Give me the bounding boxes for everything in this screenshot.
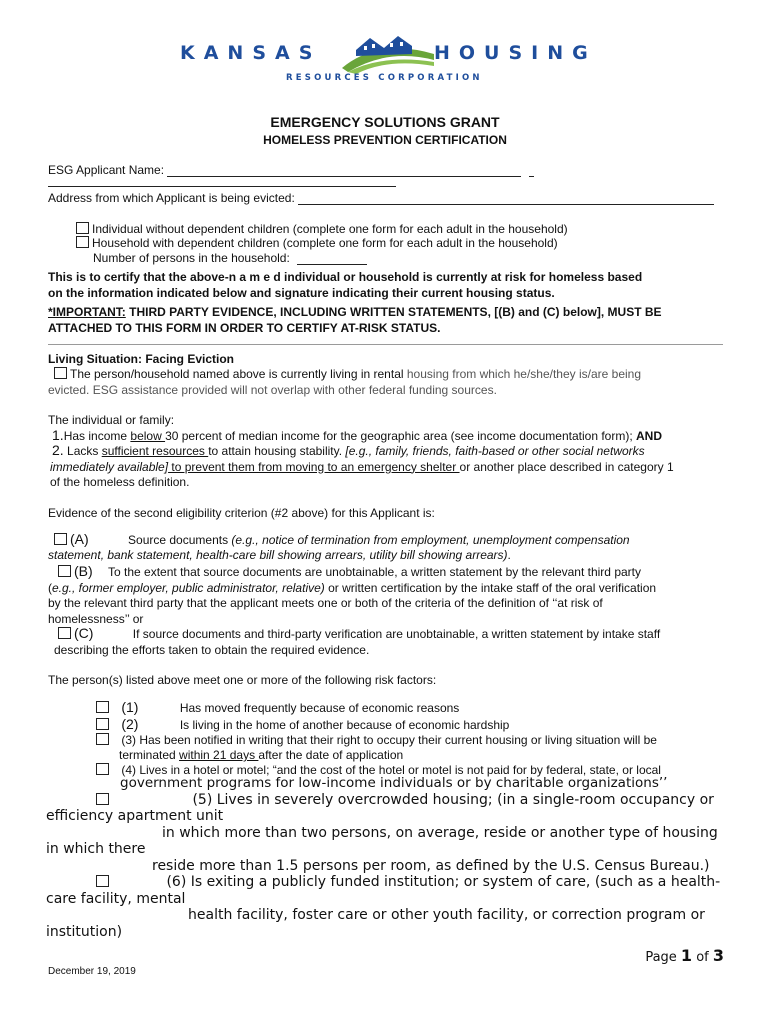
address-field[interactable] [298, 192, 714, 205]
risk-5-line-2: efficiency apartment unit [46, 808, 224, 824]
family-item-2: 2. Lacks sufficient resources to attain housing stability. [e.g., family, friends, faith-based or other social networks immediately available] to prevent them from moving to an emergency shelter or another place described in category 1 of the homeless definition. [50, 442, 674, 489]
risk-6-line-2: care facility, mental [46, 891, 186, 907]
evidence-c-checkbox[interactable] [58, 627, 71, 639]
evidence-b-checkbox[interactable] [58, 565, 71, 577]
living-statement: The person/household named above is currently living in rental housing from which he/she/they is/are being evicted. ESG assistance provided will not overlap with other federal funding sources. [48, 367, 642, 397]
address-label: Address from which Applicant is being evicted: [48, 191, 295, 205]
risk-5-line-4: in which there [46, 841, 146, 857]
footer-date: December 19, 2019 [48, 966, 136, 977]
risk-1-checkbox[interactable] [96, 701, 109, 713]
logo-subtitle: RESOURCES CORPORATION [286, 73, 483, 83]
risk-5: (5) Lives in severely overcrowded housing; (in a single-room occupancy or [96, 792, 736, 808]
risk-3: (3) Has been notified in writing that their right to occupy their current housing or living situation will be terminated within 21 days after the date of application [96, 733, 746, 763]
evidence-b: (B) To the extent that source documents are unobtainable, a written statement by the relevant third party (e.g., former employer, public administrator, relative) or written certification by the intake staff of the oral verification by the relevant third party that the applicant meets one or both of the criteria of the definition of ‘‘at risk of homelessness’’ or [48, 563, 657, 626]
page-title: EMERGENCY SOLUTIONS GRANT [270, 114, 500, 130]
living-checkbox[interactable] [54, 367, 67, 379]
risk-5-line-5: reside more than 1.5 persons per room, as defined by the U.S. Census Bureau.) [152, 858, 710, 874]
risk-2: (2) Is living in the home of another because of economic hardship [96, 716, 509, 732]
page-subtitle: HOMELESS PREVENTION CERTIFICATION [263, 133, 507, 147]
household-opt2-checkbox[interactable] [76, 236, 89, 248]
household-opt2-label: Household with dependent children (complete one form for each adult in the household) [92, 236, 558, 250]
risk-6-checkbox[interactable] [96, 875, 109, 887]
applicant-name-field-tail[interactable] [529, 164, 534, 177]
logo-housing: HOUSING [434, 42, 597, 64]
family-item-1: 1.Has income below 30 percent of median income for the geographic area (see income documentation form); AND [52, 427, 663, 443]
certify-statement: This is to certify that the above-n a m e d individual or household is currently at risk for homeless based on the information indicated below and signature indicating their current housing status. [48, 270, 643, 300]
risk-4-line-2: government programs for low-income individuals or by charitable organizations’’ [120, 775, 668, 791]
household-option-1 [76, 222, 568, 236]
important-note: *IMPORTANT: THIRD PARTY EVIDENCE, INCLUDING WRITTEN STATEMENTS, [(B) and (C) below], MUST BE ATTACHED TO THIS FORM IN ORDER TO CERTIFY AT-RISK STATUS. [48, 305, 662, 335]
section-divider [48, 344, 723, 345]
applicant-name-row [48, 163, 534, 177]
house-logo-icon [338, 28, 438, 74]
household-opt1-label: Individual without dependent children (complete one form for each adult in the household) [92, 222, 568, 236]
page-number: Page 1 of 3 [645, 946, 724, 965]
applicant-name-field[interactable] [167, 164, 521, 177]
risk-6: (6) Is exiting a publicly funded institution; or system of care, (such as a health- [96, 874, 736, 890]
household-option-2 [76, 236, 558, 250]
risk-4-checkbox[interactable] [96, 763, 109, 775]
household-opt1-checkbox[interactable] [76, 222, 89, 234]
living-heading: Living Situation: Facing Eviction [48, 352, 235, 366]
evidence-a-checkbox[interactable] [54, 533, 67, 545]
logo-kansas: KANSAS [180, 42, 322, 64]
household-persons-field[interactable] [297, 252, 367, 265]
risk-6-line-3: health facility, foster care or other youth facility, or correction program or [188, 907, 705, 923]
risk-5-line-3: in which more than two persons, on average, reside or another type of housing [162, 825, 718, 841]
risk-6-line-4: institution) [46, 924, 123, 940]
logo [180, 28, 597, 88]
evidence-a: (A) Source documents (e.g., notice of termination from employment, unemployment compensation statement, bank statement, health-care bill showing arrears, utility bill showing arrears). [48, 531, 630, 562]
risk-2-checkbox[interactable] [96, 718, 109, 730]
applicant-name-label: ESG Applicant Name: [48, 163, 165, 177]
risk-5-checkbox[interactable] [96, 793, 109, 805]
family-intro: The individual or family: [48, 413, 175, 427]
risk-intro: The person(s) listed above meet one or more of the following risk factors: [48, 673, 437, 687]
risk-4: (4) Lives in a hotel or motel; “and the cost of the hotel or motel is not paid for by federal, state, or local [96, 763, 746, 777]
applicant-name-line-2[interactable] [48, 186, 396, 187]
risk-1: (1) Has moved frequently because of economic reasons [96, 699, 459, 715]
risk-3-checkbox[interactable] [96, 733, 109, 745]
evidence-intro: Evidence of the second eligibility criterion (#2 above) for this Applicant is: [48, 506, 435, 520]
household-persons-row [93, 251, 367, 265]
address-row [48, 191, 714, 205]
household-persons-label: Number of persons in the household: [93, 251, 290, 265]
evidence-c: (C) If source documents and third-party verification are unobtainable, a written statement by intake staff describing the efforts taken to obtain the required evidence. [54, 625, 661, 657]
